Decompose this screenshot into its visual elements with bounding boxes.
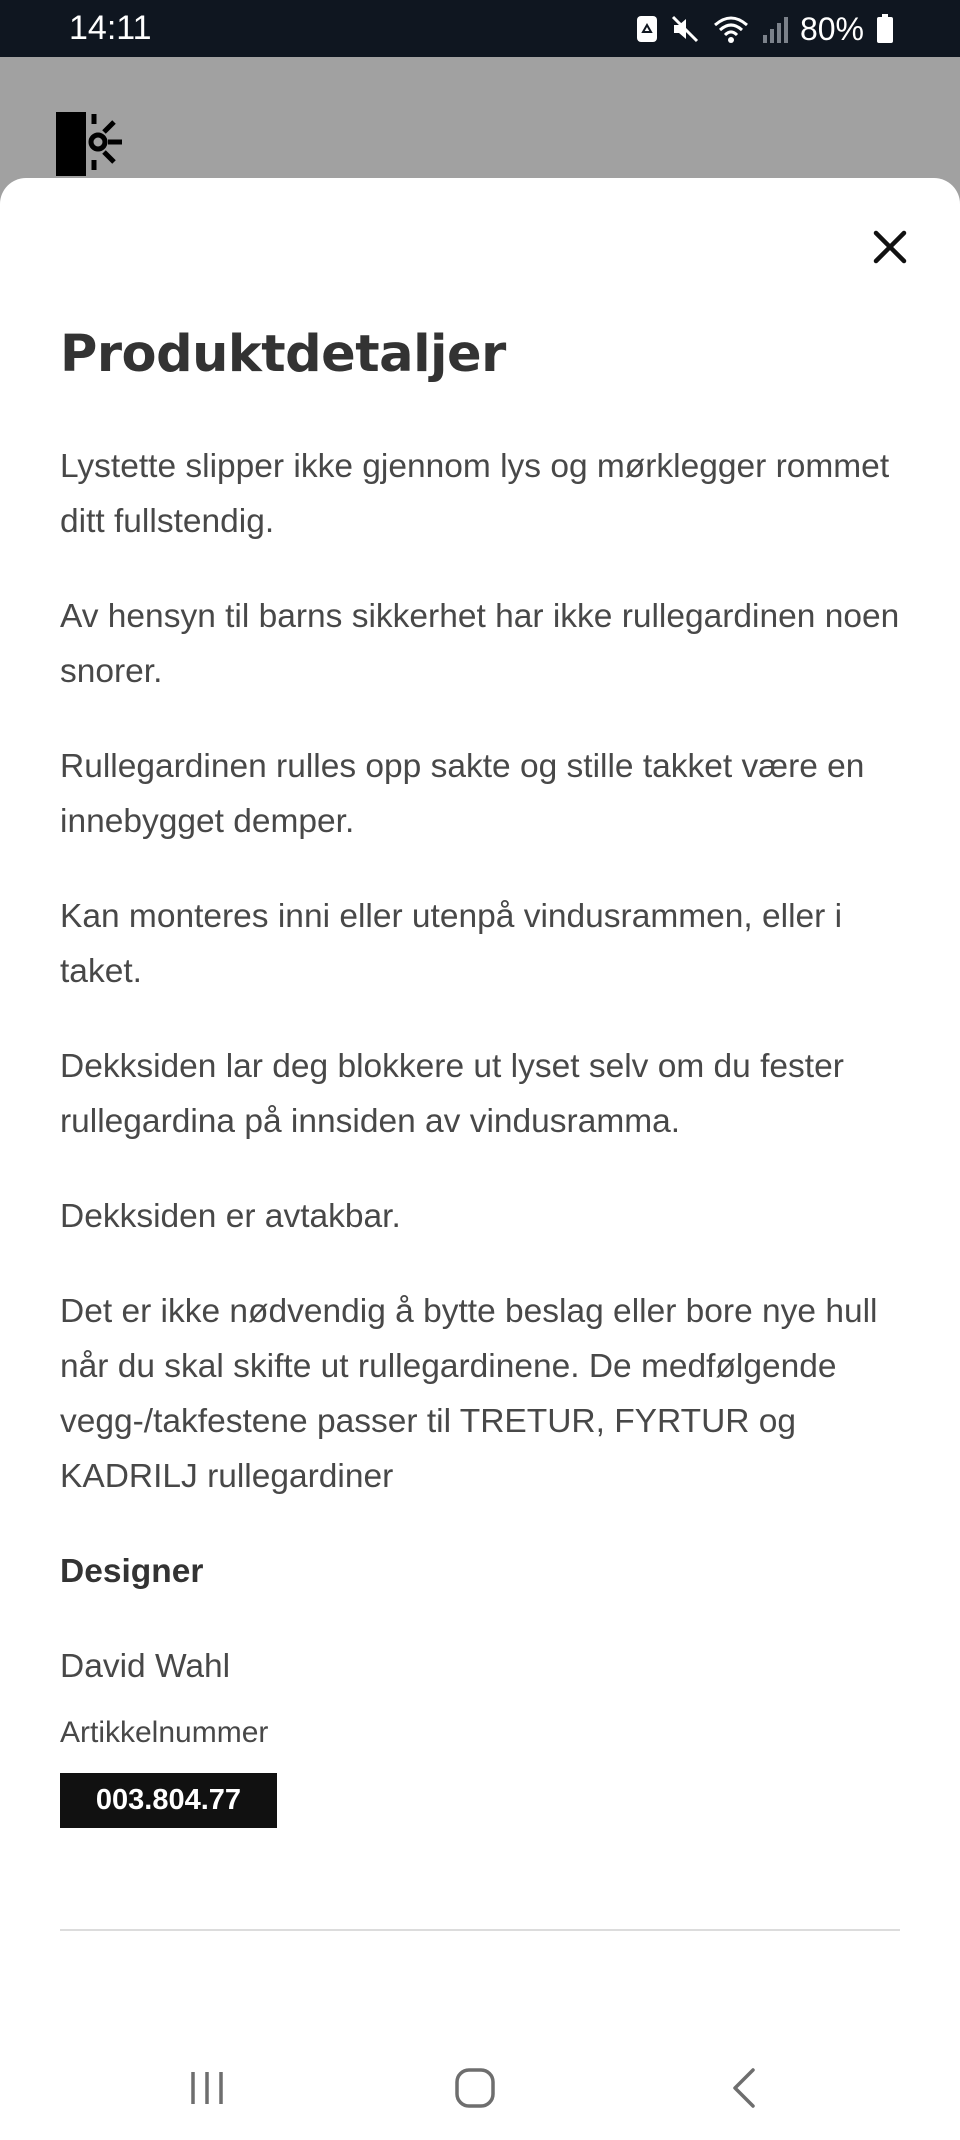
- back-icon: [729, 2066, 759, 2115]
- designer-heading: Designer: [60, 1553, 204, 1590]
- recent-apps-button[interactable]: [167, 2058, 247, 2122]
- status-bar: [0, 0, 960, 57]
- divider: [60, 1929, 900, 1931]
- description-paragraph: Lystette slipper ikke gjennom lys og mørklegger rommet ditt fullstendig.: [60, 448, 890, 540]
- article-number-badge: 003.804.77: [60, 1773, 277, 1828]
- mute-icon: [670, 14, 700, 44]
- status-icons: [636, 9, 894, 49]
- article-number-label: Artikkelnummer: [60, 1716, 269, 1749]
- recent-apps-icon: [187, 2068, 227, 2113]
- description-paragraph: Rullegardinen rulles opp sakte og stille takket være en innebygget demper.: [60, 748, 865, 840]
- designer-name: David Wahl: [60, 1648, 231, 1685]
- battery-icon: [876, 14, 894, 44]
- description-paragraph: Av hensyn til barns sikkerhet har ikke rullegardinen noen snorer.: [60, 598, 900, 690]
- back-button[interactable]: [704, 2058, 784, 2122]
- battery-percentage: 80%: [799, 11, 864, 47]
- product-description: [60, 439, 910, 1734]
- status-time: 14:11: [69, 9, 152, 47]
- description-paragraph: Dekksiden er avtakbar.: [60, 1198, 401, 1235]
- description-paragraph: Kan monteres inni eller utenpå vindusrammen, eller i taket.: [60, 898, 843, 990]
- home-button[interactable]: [435, 2058, 515, 2122]
- page-title: Produktdetaljer: [60, 325, 506, 384]
- description-paragraph: Det er ikke nødvendig å bytte beslag eller bore nye hull når du skal skifte ut rullegardinene. De medfølgende vegg-/takfestene passer til TRETUR, FYRTUR og KADRILJ rullegardiner: [60, 1293, 878, 1495]
- sun-blind-logo-icon: [56, 110, 126, 185]
- system-navigation-bar: [0, 2040, 960, 2140]
- designer-section: [60, 1544, 910, 1694]
- signal-icon: [762, 15, 788, 43]
- wifi-icon: [712, 14, 750, 44]
- recycle-icon: [636, 15, 658, 43]
- description-paragraph: Dekksiden lar deg blokkere ut lyset selv om du fester rullegardina på innsiden av vindusramma.: [60, 1048, 844, 1140]
- close-button[interactable]: [866, 225, 914, 273]
- home-icon: [454, 2067, 496, 2114]
- close-icon: [873, 230, 907, 269]
